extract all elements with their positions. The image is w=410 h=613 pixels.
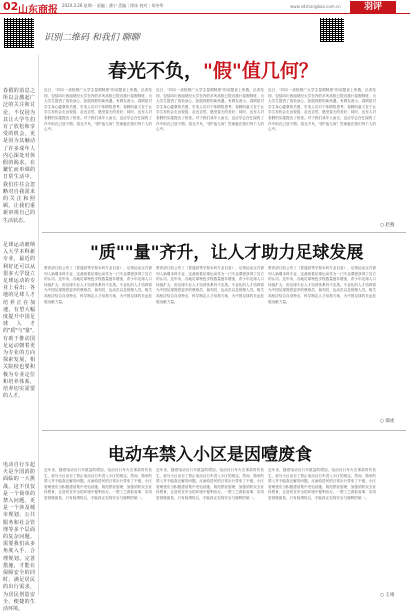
- article-3-col-1: 近年来，随着电动自行车数量的增加，电动自行车火灾事故时有发生，部分小区出台了禁止电动自行车进入小区的规定。然而，简单的禁入并不能真正解决问题，反而给居民的日常出行带来了不便。小区管理者应当积极建设集中充电设施，规范停放管理，加强消防安全宣传教育，让居民在安全的环境中便利出行。一禁了之看似省事，实则是因噎废食，只有疏堵结合，才能真正实现安全与便利的统一。: [44, 468, 152, 500]
- sidebar-blurb-2: 足球运动被纳入大学本科新专业，最近的利好还可以从很多大学设立足球运动的专业上看出：各地的足球人才培养正在加速，有望大幅度提升中国足球人才的"质"与"量"，有助于推动国足运动朝着更为专业的方向探索发展，相关院校也要积极为专业定位和培养体系，培养切实需要的人才。: [3, 242, 38, 400]
- article-2-col-2: 教育部日前公布了《普通高等学校本科专业目录》，足球运动正式被列入新增本科专业，这意味着足球运动作为一门专业课程获得了官方的认可。近年来，各地足球特色学校数量逐年增加，青少年足球人口持续扩大，但足球专业人才培养体系仍不完善。专业化的人才培养将为中国足球提供更多的教练员、裁判员、运动员以及管理人员。相关高校应结合自身特点，科学制定人才培养方案，为中国足球的长远发展贡献力量。: [156, 266, 264, 304]
- article-1-headline: 春光不负，"假"值几何？: [108, 60, 318, 82]
- article-3-col-2: 近年来，随着电动自行车数量的增加，电动自行车火灾事故时有发生，部分小区出台了禁止电动自行车进入小区的规定。然而，简单的禁入并不能真正解决问题，反而给居民的日常出行带来了不便。小区管理者应当积极建设集中充电设施，规范停放管理，加强消防安全宣传教育，让居民在安全的环境中便利出行。一禁了之看似省事，实则是因噎废食，只有疏堵结合，才能真正实现安全与便利的统一。: [156, 468, 264, 500]
- article-2-col-1: 教育部日前公布了《普通高等学校本科专业目录》，足球运动正式被列入新增本科专业，这意味着足球运动作为一门专业课程获得了官方的认可。近年来，各地足球特色学校数量逐年增加，青少年足球人口持续扩大，但足球专业人才培养体系仍不完善。专业化的人才培养将为中国足球提供更多的教练员、裁判员、运动员以及管理人员。相关高校应结合自身特点，科学制定人才培养方案，为中国足球的长远发展贡献力量。: [44, 266, 152, 304]
- section-label: 羽评: [350, 1, 396, 14]
- article-1-col-3: 近日，"四川一高校推广大学生春假制度"的话题登上热搜。记者发现，包括四川西南财经大学在内的多所高校已提出推行春假制度，为大学生提供了放松身心、拓展视野的新机遇。有网友表示，春假是对学生身心健康的关照，引发人们对于休假的思考。春假的意义在于让学生有机会走出校园，亲近自然，感受春天的美好；同时，也有人对春假的实施提出了担忧。对于我们成年人而言，也应学会在忙碌的工作中给自己放个假。春光不负，"假"值几何？答案就在我们每个人的心中。: [268, 88, 376, 132]
- article-1-col-2: 近日，"四川一高校推广大学生春假制度"的话题登上热搜。记者发现，包括四川西南财经大学在内的多所高校已提出推行春假制度，为大学生提供了放松身心、拓展视野的新机遇。有网友表示，春假是对学生身心健康的关照，引发人们对于休假的思考。春假的意义在于让学生有机会走出校园，亲近自然，感受春天的美好；同时，也有人对春假的实施提出了担忧。对于我们成年人而言，也应学会在忙碌的工作中给自己放个假。春光不负，"假"值几何？答案就在我们每个人的心中。: [156, 88, 264, 132]
- article-2-headline: "质""量"齐升，让人才助力足球发展: [90, 243, 364, 263]
- article-1-author: ○ 赵燕: [380, 223, 395, 228]
- qr-code-icon[interactable]: [4, 18, 34, 48]
- article-2-col-3: 教育部日前公布了《普通高等学校本科专业目录》，足球运动正式被列入新增本科专业，这意味着足球运动作为一门专业课程获得了官方的认可。近年来，各地足球特色学校数量逐年增加，青少年足球人口持续扩大，但足球专业人才培养体系仍不完善。专业化的人才培养将为中国足球提供更多的教练员、裁判员、运动员以及管理人员。相关高校应结合自身特点，科学制定人才培养方案，为中国足球的长远发展贡献力量。: [268, 266, 376, 304]
- sidebar-blurb-1: 春假的消息之所以会激起广泛的关注和讨论，不仅因为其让大学生们有了放松和享受的机会，更是因为其触动了许多成年人内心深处对休假的渴求。在繁忙而单调的日常生活中，我们往往会忽略对自我需求的关注和照顾。让我们重新审视自己的生活状态。: [3, 88, 35, 224]
- article-3-author: ○ 王靖: [380, 593, 395, 598]
- article-1-col-1: 近日，"四川一高校推广大学生春假制度"的话题登上热搜。记者发现，包括四川西南财经大学在内的多所高校已提出推行春假制度，为大学生提供了放松身心、拓展视野的新机遇。有网友表示，春假是对学生身心健康的关照，引发人们对于休假的思考。春假的意义在于让学生有机会走出校园，亲近自然，感受春天的美好；同时，也有人对春假的实施提出了担忧。对于我们成年人而言，也应学会在忙碌的工作中给自己放个假。春光不负，"假"值几何？答案就在我们每个人的心中。: [44, 88, 152, 132]
- article-3-headline: 电动车禁入小区是因噎废食: [108, 445, 312, 465]
- divider: [38, 55, 39, 595]
- section-divider: [42, 232, 406, 233]
- qr-code-icon[interactable]: [320, 18, 344, 42]
- website: www.sdshangbao.com.cn: [290, 4, 341, 9]
- article-3-col-3: 近年来，随着电动自行车数量的增加，电动自行车火灾事故时有发生，部分小区出台了禁止电动自行车进入小区的规定。然而，简单的禁入并不能真正解决问题，反而给居民的日常出行带来了不便。小区管理者应当积极建设集中充电设施，规范停放管理，加强消防安全宣传教育，让居民在安全的环境中便利出行。一禁了之看似省事，实则是因噎废食，只有疏堵结合，才能真正实现安全与便利的统一。: [268, 468, 376, 500]
- masthead: [0, 0, 410, 14]
- brush-caption: 识别二维码 和我们 聊聊: [44, 33, 140, 43]
- article-2-author: ○ 郝虎: [380, 419, 395, 424]
- issue-meta: 2024.3.26 星期一 责编｜潘宁 美编｜徐冰 校对｜胡冬华: [62, 3, 164, 8]
- section-divider: [42, 430, 406, 431]
- page-number: 02: [3, 0, 19, 13]
- sidebar-blurb-3: 电动自行车起火是全国消防面临的一大挑战，这不仅仅是一个简单的禁入问题，更是一个涉及城市规划、公共服务和社会管理等多个层面的复杂问题。需要我们从多角度入手，合理规划、完善措施，才能在保障安全的同时，满足居民的出行需求，为居民创造安全、便捷的生活环境。: [3, 462, 35, 613]
- paper-name: 山东商报: [18, 5, 58, 16]
